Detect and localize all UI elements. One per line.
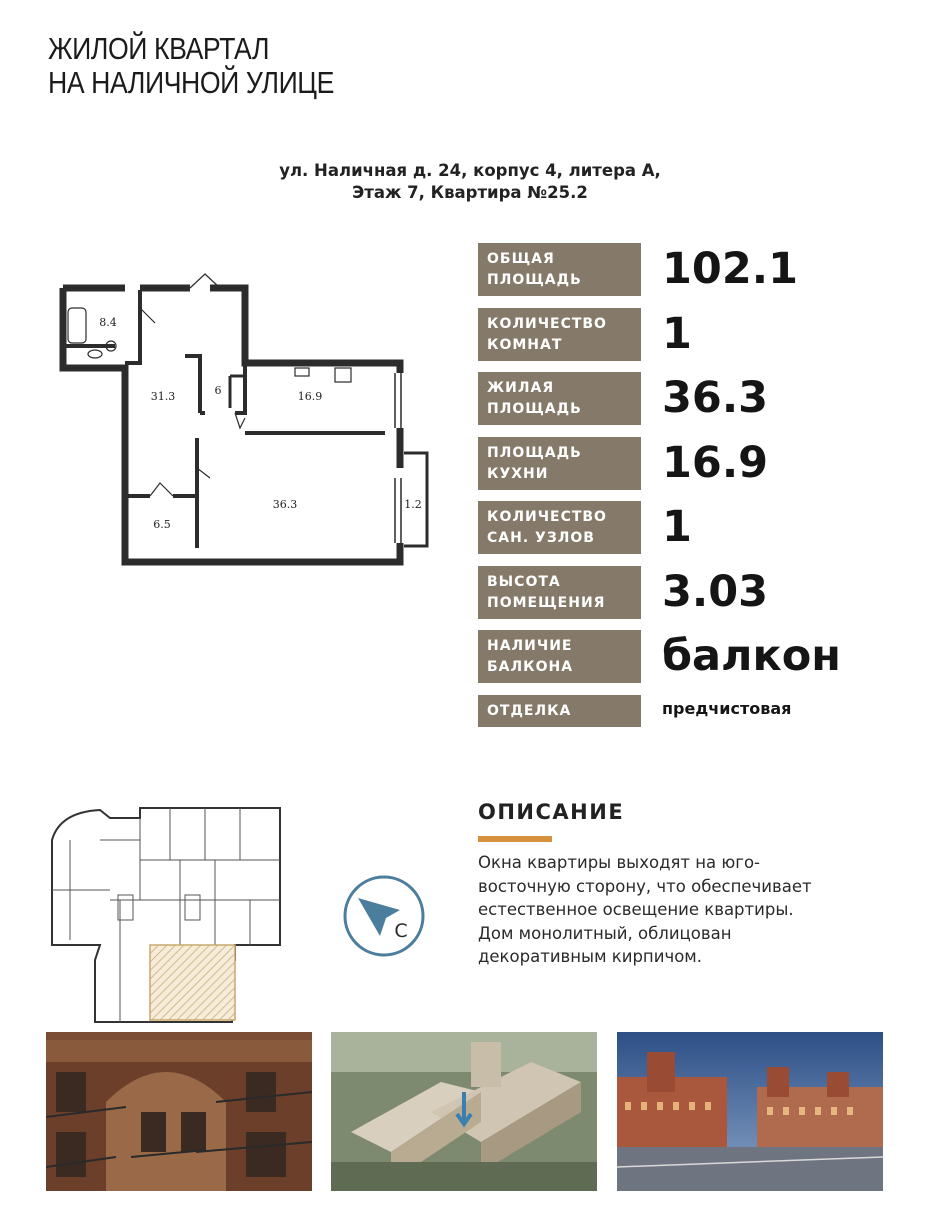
- param-label-line: ПЛОЩАДЬ: [487, 401, 582, 417]
- param-kitchen-area: [478, 437, 918, 490]
- building-floor-plan: [40, 800, 285, 1025]
- param-label-line: КОМНАТ: [487, 337, 563, 353]
- room-area-balcony: 1.2: [404, 498, 422, 511]
- description-line: декоративным кирпичом.: [478, 947, 702, 966]
- param-balcony: [478, 630, 918, 683]
- param-rooms: [478, 308, 918, 361]
- param-label: ОТДЕЛКА: [478, 695, 641, 727]
- param-total-area: [478, 243, 918, 296]
- param-label: [478, 630, 641, 683]
- param-label-line: КУХНИ: [487, 466, 549, 482]
- room-area-hall: 31.3: [150, 390, 176, 403]
- param-label-line: ПЛОЩАДЬ: [487, 272, 582, 288]
- description-line: восточную сторону, что обеспечивает: [478, 876, 812, 896]
- compass-letter: С: [394, 920, 408, 942]
- title-line-2: НА НАЛИЧНОЙ УЛИЦЕ: [48, 65, 334, 100]
- description-line: Дом монолитный, облицован: [478, 923, 732, 943]
- description-text: [478, 851, 868, 969]
- address-line-1: ул. Наличная д. 24, корпус 4, литера А,: [279, 161, 661, 180]
- param-label-line: ОБЩАЯ: [487, 251, 555, 267]
- description-line: Окна квартиры выходят на юго-: [478, 853, 761, 872]
- photo-aerial-complex: [331, 1032, 597, 1191]
- page-title: [48, 32, 334, 100]
- description-accent-bar: [478, 836, 552, 842]
- apartment-floor-plan: [55, 268, 435, 568]
- description-heading: ОПИСАНИЕ: [478, 800, 625, 824]
- apartment-address: [230, 160, 710, 204]
- param-value: 16.9: [662, 438, 769, 488]
- param-label-line: ПОМЕЩЕНИЯ: [487, 595, 606, 611]
- param-label-line: КОЛИЧЕСТВО: [487, 316, 607, 332]
- param-label-line: ЖИЛАЯ: [487, 380, 555, 396]
- param-value: 102.1: [662, 244, 799, 294]
- param-living-area: [478, 372, 918, 425]
- param-value: балкон: [662, 631, 841, 681]
- param-value: 36.3: [662, 373, 769, 423]
- param-label: [478, 308, 641, 361]
- param-label: [478, 243, 641, 296]
- param-value: 1: [662, 502, 692, 552]
- param-label: [478, 372, 641, 425]
- param-label: [478, 566, 641, 619]
- param-ceiling-height: [478, 566, 918, 619]
- compass-north-icon: [342, 874, 426, 958]
- room-area-storage: 6: [214, 384, 222, 397]
- address-line-2: Этаж 7, Квартира №25.2: [352, 183, 588, 202]
- photo-facade-balconies: [46, 1032, 312, 1191]
- param-value: 3.03: [662, 567, 769, 617]
- room-area-bathroom: 8.4: [99, 316, 117, 329]
- param-value: предчистовая: [662, 699, 792, 718]
- param-label: [478, 437, 641, 490]
- room-area-closet: 6.5: [153, 518, 171, 531]
- param-label-line: САН. УЗЛОВ: [487, 530, 595, 546]
- description-line: естественное освещение квартиры.: [478, 900, 794, 919]
- param-label-line: БАЛКОНА: [487, 659, 574, 675]
- param-label-line: ВЫСОТА: [487, 574, 561, 590]
- param-label-line: ПЛОЩАДЬ: [487, 445, 582, 461]
- param-label: [478, 501, 641, 554]
- param-label-line: КОЛИЧЕСТВО: [487, 509, 607, 525]
- room-area-kitchen: 16.9: [297, 390, 323, 403]
- title-line-1: ЖИЛОЙ КВАРТАЛ: [48, 31, 270, 66]
- param-value: 1: [662, 309, 692, 359]
- param-finish: [478, 695, 918, 727]
- param-label-line: НАЛИЧИЕ: [487, 638, 573, 654]
- param-bathrooms: [478, 501, 918, 554]
- photo-street-view: [617, 1032, 883, 1191]
- room-area-living: 36.3: [272, 498, 298, 511]
